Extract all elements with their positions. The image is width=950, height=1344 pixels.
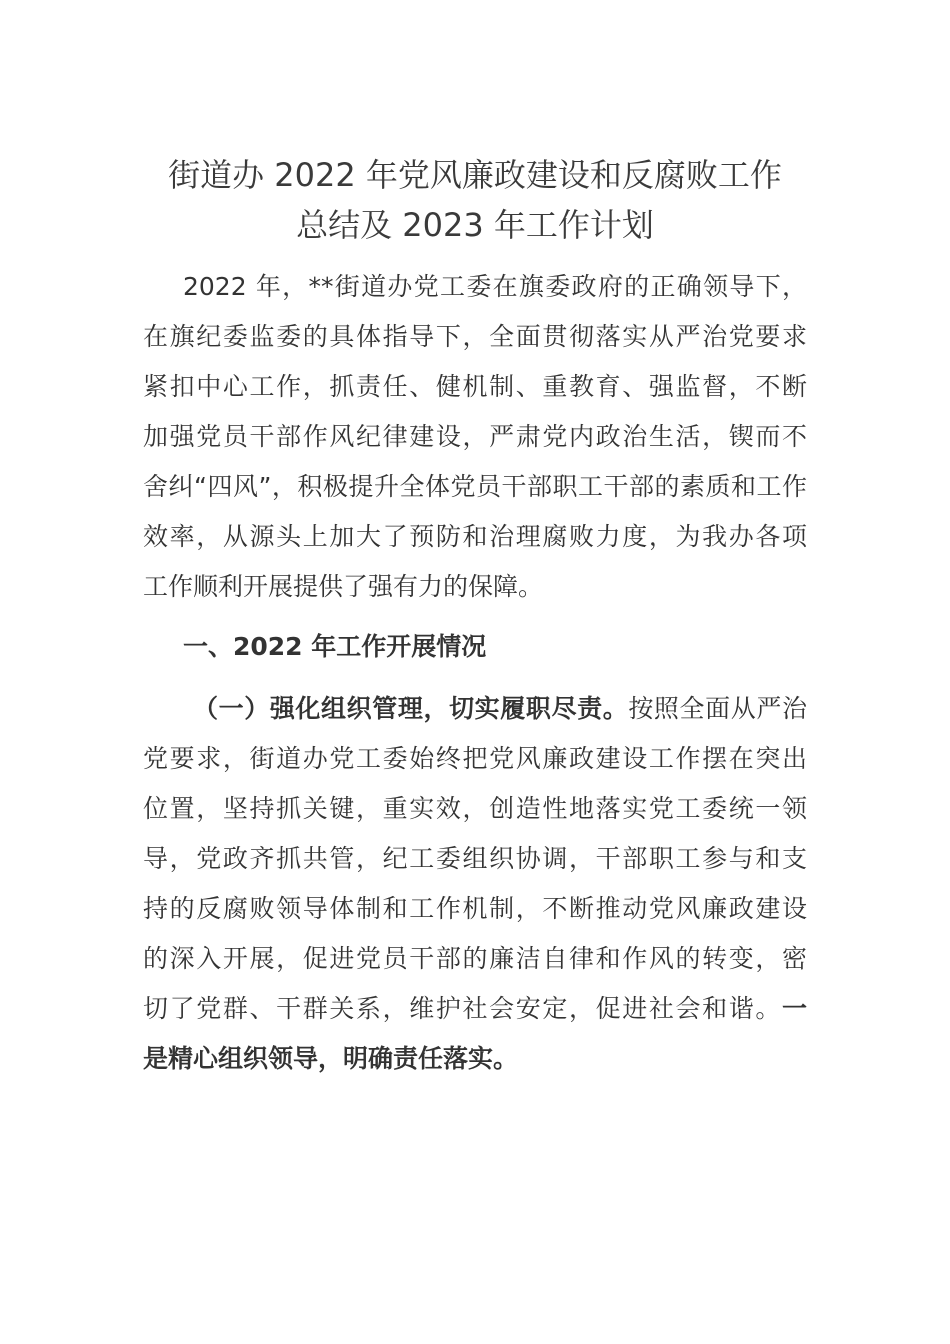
paragraph-line: 效率，从源头上加大了预防和治理腐败力度，为我办各项 bbox=[143, 522, 807, 551]
paragraph-line: 舍纠“四风”，积极提升全体党员干部职工干部的素质和工作 bbox=[143, 472, 807, 501]
title-line-2: 总结及 2023 年工作计划 bbox=[296, 206, 654, 244]
intro-paragraph bbox=[143, 262, 807, 612]
subheading-continuation: 按照全面从严治 bbox=[628, 694, 807, 723]
bold-point-line: 是精心组织领导，明确责任落实。 bbox=[143, 1044, 519, 1073]
paragraph-line: 加强党员干部作风纪律建设，严肃党内政治生活，锲而不 bbox=[143, 422, 807, 451]
paragraph-line: 2022 年，**街道办党工委在旗委政府的正确领导下， bbox=[183, 272, 807, 301]
section-heading: 一、2022 年工作开展情况 bbox=[183, 632, 487, 661]
document-title bbox=[143, 150, 807, 250]
section-heading-block bbox=[143, 622, 807, 672]
paragraph-line: 紧扣中心工作，抓责任、健机制、重教育、强监督，不断 bbox=[143, 372, 807, 401]
paragraph-line: 持的反腐败领导体制和工作机制，不断推动党风廉政建设 bbox=[143, 894, 807, 923]
paragraph-line bbox=[143, 684, 807, 734]
paragraph-line bbox=[143, 984, 807, 1034]
section-1-paragraph bbox=[143, 684, 807, 1084]
paragraph-line: 党要求，街道办党工委始终把党风廉政建设工作摆在突出 bbox=[143, 744, 807, 773]
paragraph-line: 的深入开展，促进党员干部的廉洁自律和作风的转变，密 bbox=[143, 944, 807, 973]
bold-point-start: 一 bbox=[781, 994, 807, 1023]
subheading: （一）强化组织管理，切实履职尽责。 bbox=[193, 694, 629, 723]
paragraph-line: 导，党政齐抓共管，纪工委组织协调，干部职工参与和支 bbox=[143, 844, 807, 873]
paragraph-line: 位置，坚持抓关键，重实效，创造性地落实党工委统一领 bbox=[143, 794, 807, 823]
title-line-1: 街道办 2022 年党风廉政建设和反腐败工作 bbox=[168, 156, 782, 194]
line-text: 切了党群、干群关系，维护社会安定，促进社会和谐。 bbox=[143, 994, 782, 1023]
paragraph-line: 工作顺利开展提供了强有力的保障。 bbox=[143, 572, 544, 601]
paragraph-line: 在旗纪委监委的具体指导下，全面贯彻落实从严治党要求 bbox=[143, 322, 807, 351]
